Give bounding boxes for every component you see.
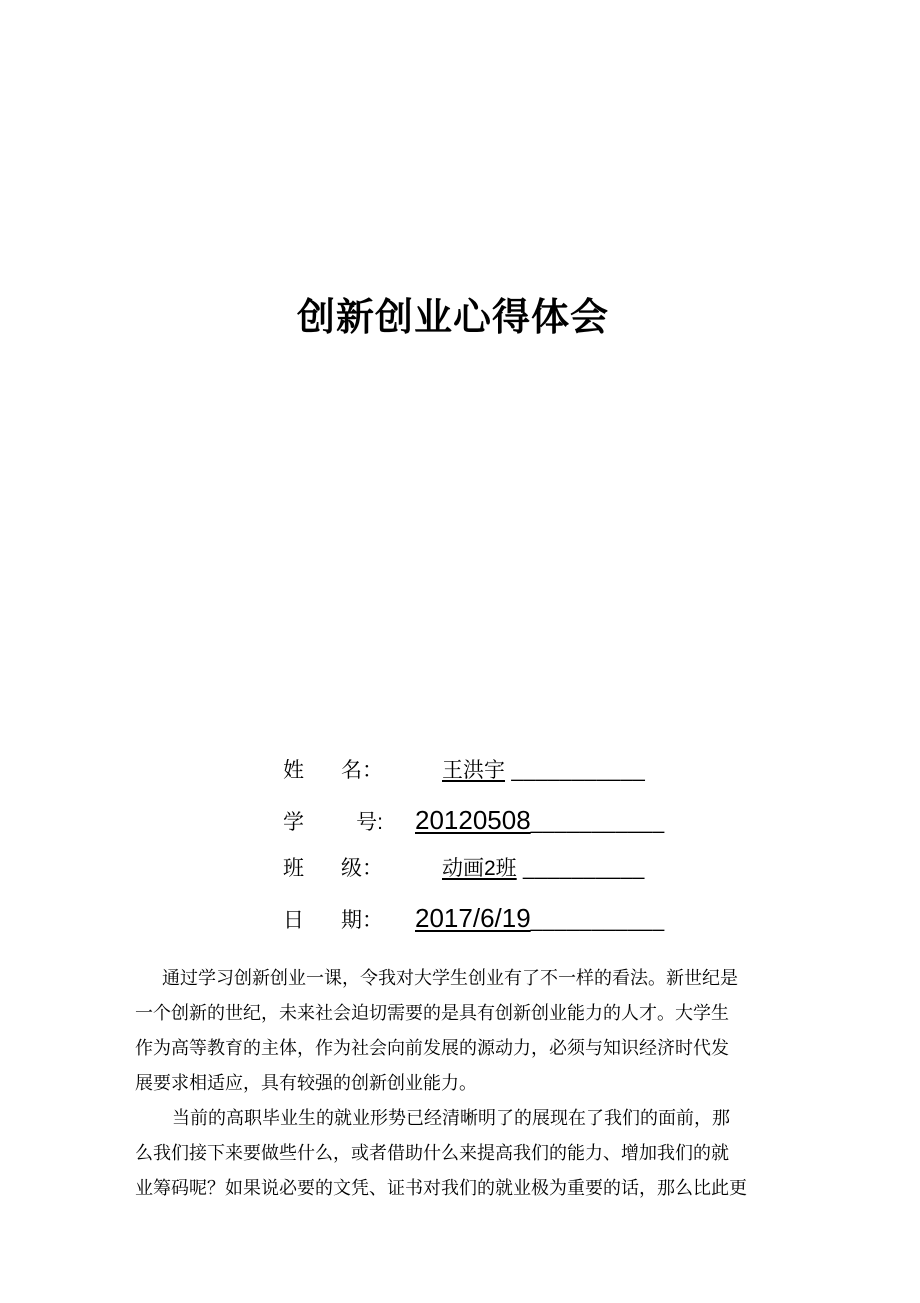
text-line: 一个创新的世纪，未来社会迫切需要的是具有创新创业能力的人才。大学生 xyxy=(135,1003,729,1023)
date-value-field xyxy=(415,904,665,935)
date-value: 2017/6/19 xyxy=(415,903,531,933)
info-form xyxy=(283,757,665,953)
name-value: 王洪宇 xyxy=(442,759,505,782)
form-row-date xyxy=(283,904,665,953)
date-label-first: 日 xyxy=(283,909,304,932)
text-line: 作为高等教育的主体，作为社会向前发展的源动力，必须与知识经济时代发 xyxy=(135,1038,729,1058)
student-id-underline-trail: ___________ xyxy=(530,811,665,834)
form-row-class xyxy=(283,855,665,904)
name-value-field xyxy=(415,757,645,785)
name-label xyxy=(283,757,383,785)
class-underline-trail: __________ xyxy=(516,857,645,880)
student-id-label xyxy=(283,809,383,837)
name-label-rest: 名： xyxy=(341,759,383,782)
paragraph-2 xyxy=(135,1101,795,1206)
date-underline-trail: ___________ xyxy=(530,909,665,932)
class-label-first: 班 xyxy=(283,857,304,880)
name-label-first: 姓 xyxy=(283,759,304,782)
student-id-label-first: 学 xyxy=(283,811,304,834)
text-line: 展要求相适应，具有较强的创新创业能力。 xyxy=(135,1073,477,1093)
student-id-value: 20120508 xyxy=(415,805,531,835)
name-underline-trail: ___________ xyxy=(505,759,646,782)
student-id-value-field xyxy=(415,806,665,837)
document-title: 创新创业心得体会 xyxy=(296,297,609,339)
class-label xyxy=(283,855,383,883)
text-line: 通过学习创新创业一课，令我对大学生创业有了不一样的看法。新世纪是 xyxy=(162,968,738,988)
text-line: 当前的高职毕业生的就业形势已经清晰明了的展现在了我们的面前，那 xyxy=(172,1108,730,1128)
date-label-rest: 期： xyxy=(341,909,383,932)
class-value: 动画2班 xyxy=(442,857,517,880)
student-id-label-rest: 号: xyxy=(356,811,383,834)
form-row-student-id xyxy=(283,806,665,855)
paragraph-1 xyxy=(135,961,795,1101)
text-line: 么我们接下来要做些什么，或者借助什么来提高我们的能力、增加我们的就 xyxy=(135,1143,729,1163)
date-label xyxy=(283,907,383,935)
class-value-field xyxy=(415,855,645,883)
class-label-rest: 级： xyxy=(341,857,383,880)
text-line: 业筹码呢？如果说必要的文凭、证书对我们的就业极为重要的话，那么比此更 xyxy=(135,1178,747,1198)
form-row-name xyxy=(283,757,665,806)
body-text xyxy=(135,961,795,1206)
